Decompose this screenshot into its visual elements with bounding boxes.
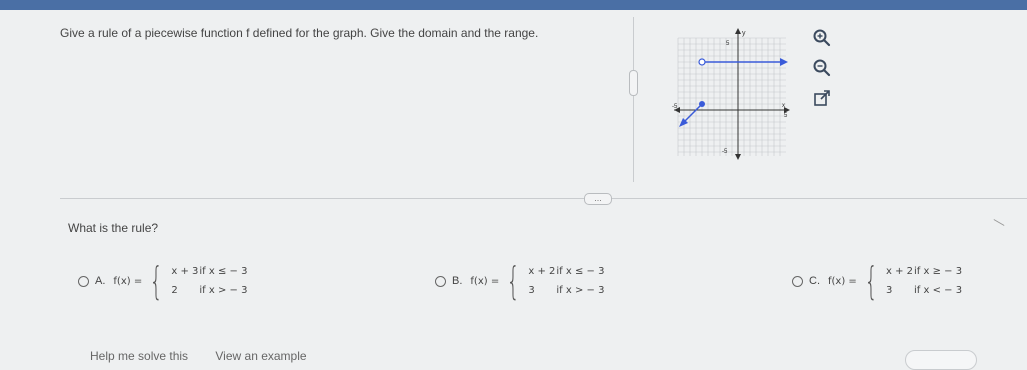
svg-text:x: x [782, 103, 785, 109]
panel-resize-handle[interactable] [629, 70, 638, 96]
svg-text:-5: -5 [672, 104, 678, 110]
graph-segment-diagonal [683, 104, 702, 123]
choice-c[interactable] [792, 261, 962, 301]
choice-a[interactable] [78, 261, 247, 301]
choice-a-radio[interactable] [78, 276, 89, 287]
expand-ellipsis-button[interactable]: ... [584, 193, 612, 205]
view-example-link[interactable]: View an example [215, 349, 307, 363]
choice-b-radio[interactable] [435, 276, 446, 287]
choice-c-line1-cond: if x ≥ − 3 [914, 266, 963, 277]
choice-c-line2-cond: if x < − 3 [914, 285, 963, 296]
choice-c-radio[interactable] [792, 276, 803, 287]
brace-icon: { [149, 259, 163, 303]
svg-text:y: y [742, 30, 746, 37]
choice-b-f: f(x) = [470, 275, 500, 287]
corner-mark [994, 219, 1005, 226]
zoom-out-icon[interactable] [812, 58, 832, 78]
brace-icon: { [506, 259, 520, 303]
sub-question: What is the rule? [68, 221, 159, 235]
horizontal-divider [60, 198, 1027, 199]
choice-a-line2-cond: if x > − 3 [199, 285, 248, 296]
vertical-divider [633, 17, 634, 182]
piecewise-graph [670, 25, 790, 160]
bottom-pill-button[interactable] [905, 350, 977, 370]
choice-b-line2-cond: if x > − 3 [556, 285, 605, 296]
popout-icon[interactable] [812, 89, 832, 109]
closed-endpoint [699, 101, 705, 107]
question-text: Give a rule of a piecewise function f defined for the graph. Give the domain and the range. [60, 26, 539, 40]
svg-text:5: 5 [726, 41, 730, 47]
brace-icon: { [864, 259, 878, 303]
choice-a-line2-expr: 2 [171, 285, 178, 296]
choice-b-letter: B. [452, 275, 463, 287]
open-endpoint [699, 59, 705, 65]
zoom-in-icon[interactable] [812, 28, 832, 48]
choice-c-line1-expr: x + 2 [886, 266, 914, 277]
choice-b[interactable] [435, 261, 604, 301]
choice-a-f: f(x) = [113, 275, 143, 287]
choice-a-line1-cond: if x ≤ − 3 [199, 266, 248, 277]
top-bar [0, 0, 1027, 10]
choice-c-line2-expr: 3 [886, 285, 893, 296]
choice-c-f: f(x) = [828, 275, 857, 287]
choice-a-line1-expr: x + 3 [171, 266, 199, 277]
help-me-solve-link[interactable]: Help me solve this [90, 349, 189, 363]
svg-text:-5: -5 [722, 149, 728, 155]
choice-b-line1-expr: x + 2 [528, 266, 556, 277]
choice-b-line2-expr: 3 [528, 285, 535, 296]
choice-a-letter: A. [95, 275, 106, 287]
choice-c-letter: C. [809, 275, 820, 287]
svg-text:5: 5 [784, 113, 788, 119]
choice-b-line1-cond: if x ≤ − 3 [556, 266, 605, 277]
